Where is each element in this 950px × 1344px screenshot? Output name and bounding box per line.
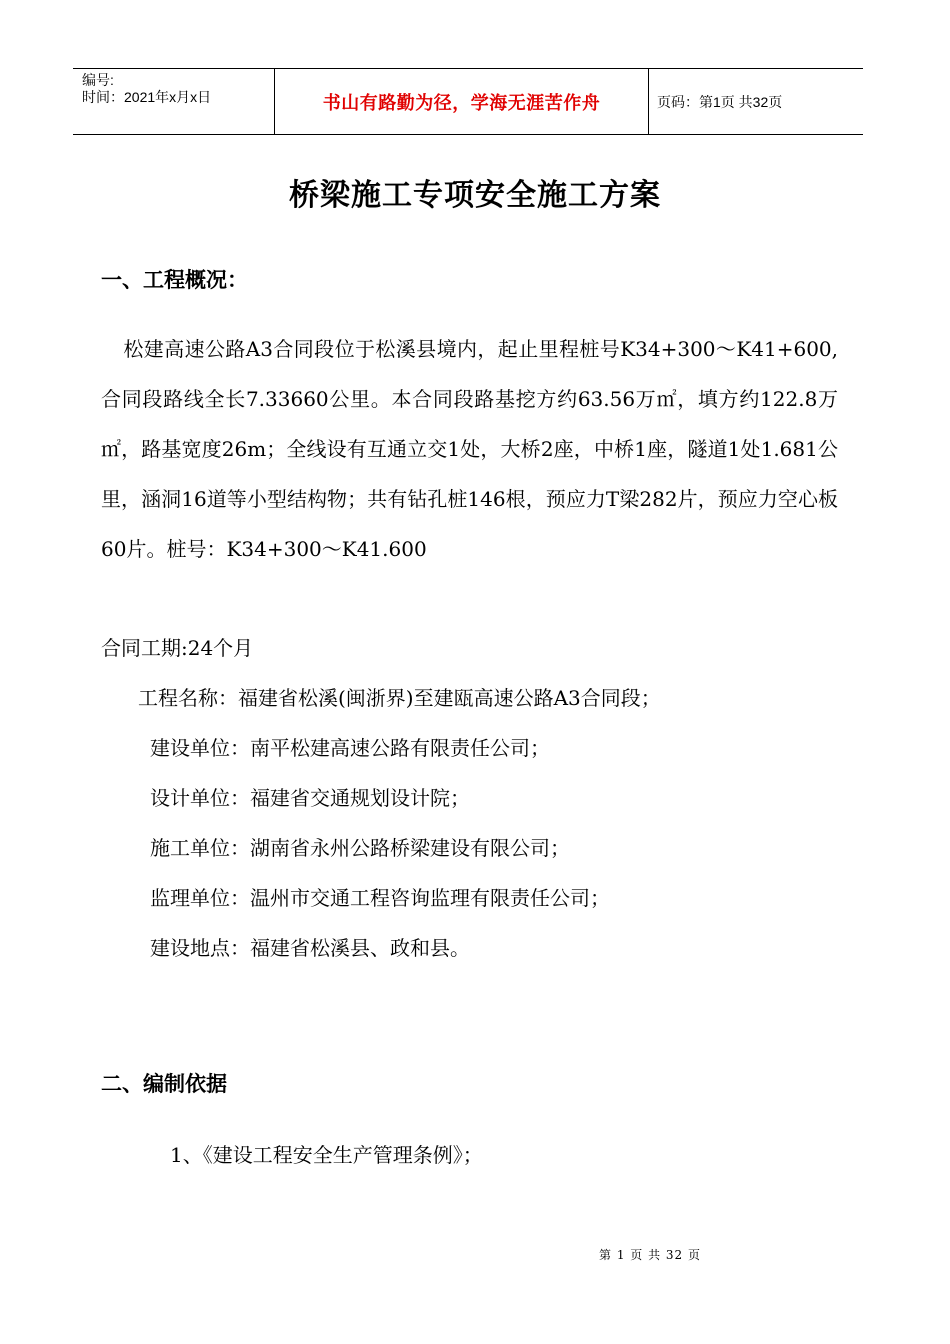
overview-text: 松建高速公路A3合同段位于松溪县境内，起止里程桩号K34+300～K41+600,合同段路线全长7.33660公里。本合同段路基挖方约63.56万㎡，填方约122.8万㎡，路基宽度26m；全线设有互通立交1处，大桥2座，中桥1座，隧道1处1.681公里，涵洞16道等小型结构物；共有钻孔桩146根，预应力T梁282片，预应力空心板60片。桩号：K34+300～K41.600 [101, 337, 838, 561]
document-time-label: 时间：2021年x月x日 [82, 89, 212, 105]
constructor-unit: 施工单位：湖南省永州公路桥梁建设有限公司； [150, 836, 570, 860]
supervisor-unit: 监理单位：温州市交通工程咨询监理有限责任公司； [150, 886, 610, 910]
page-footer [0, 1246, 950, 1263]
section-heading-basis: 二、编制依据 [101, 1072, 227, 1096]
contract-period: 合同工期:24个月 [101, 636, 254, 660]
project-name: 工程名称：福建省松溪(闽浙界)至建瓯高速公路A3合同段； [138, 686, 661, 710]
header-page-label: 页码：第1页 共32页 [657, 93, 783, 110]
builder-unit: 建设单位：南平松建高速公路有限责任公司； [150, 736, 550, 760]
document-header [73, 68, 863, 135]
document-title: 桥梁施工专项安全施工方案 [289, 178, 661, 213]
footer-page-number: 第 1 页 共 32 页 [599, 1248, 701, 1262]
designer-unit: 设计单位：福建省交通规划设计院； [150, 786, 470, 810]
document-number-label: 编号: [82, 72, 114, 88]
overview-paragraph [101, 324, 838, 574]
basis-item-1: 1、《建设工程安全生产管理条例》； [170, 1143, 483, 1167]
header-meta [73, 69, 275, 134]
header-motto: 书山有路勤为径，学海无涯苦作舟 [275, 69, 649, 134]
construction-location: 建设地点：福建省松溪县、政和县。 [150, 936, 470, 960]
section-heading-overview: 一、工程概况： [101, 268, 248, 292]
